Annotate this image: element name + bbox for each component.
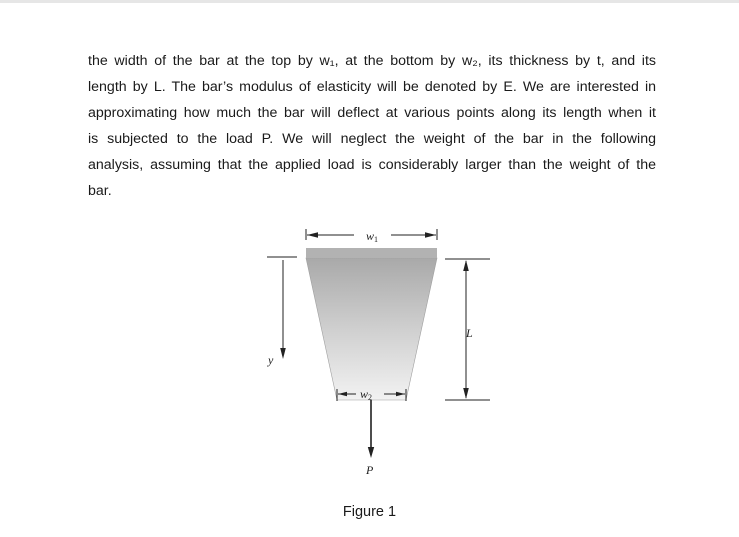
figure-caption: Figure 1 <box>342 504 397 520</box>
load-arrow <box>368 400 374 458</box>
paragraph-line: analysis, assuming that the applied load is considerably larger than the weight of the <box>88 157 656 173</box>
w2-label: w2 <box>360 387 373 402</box>
length-label: L <box>466 326 473 340</box>
paragraph-line: approximating how much the bar will deflect at various points along its length when it <box>88 105 656 121</box>
paragraph-line: length by L. The bar’s modulus of elasticity will be denoted by E. We are interested in <box>88 79 656 95</box>
y-label: y <box>268 353 274 367</box>
bar-top-face <box>306 248 437 258</box>
load-label: P <box>366 463 374 477</box>
y-axis-arrow <box>280 260 286 359</box>
paragraph-line: the width of the bar at the top by w₁, at the bottom by w₂, its thickness by t, and its <box>88 53 656 69</box>
paragraph-line: bar. <box>88 183 112 199</box>
w1-label: w1 <box>366 229 379 244</box>
tapered-bar <box>306 258 437 400</box>
paragraph-line: is subjected to the load P. We will neglect the weight of the bar in the following <box>88 131 656 147</box>
